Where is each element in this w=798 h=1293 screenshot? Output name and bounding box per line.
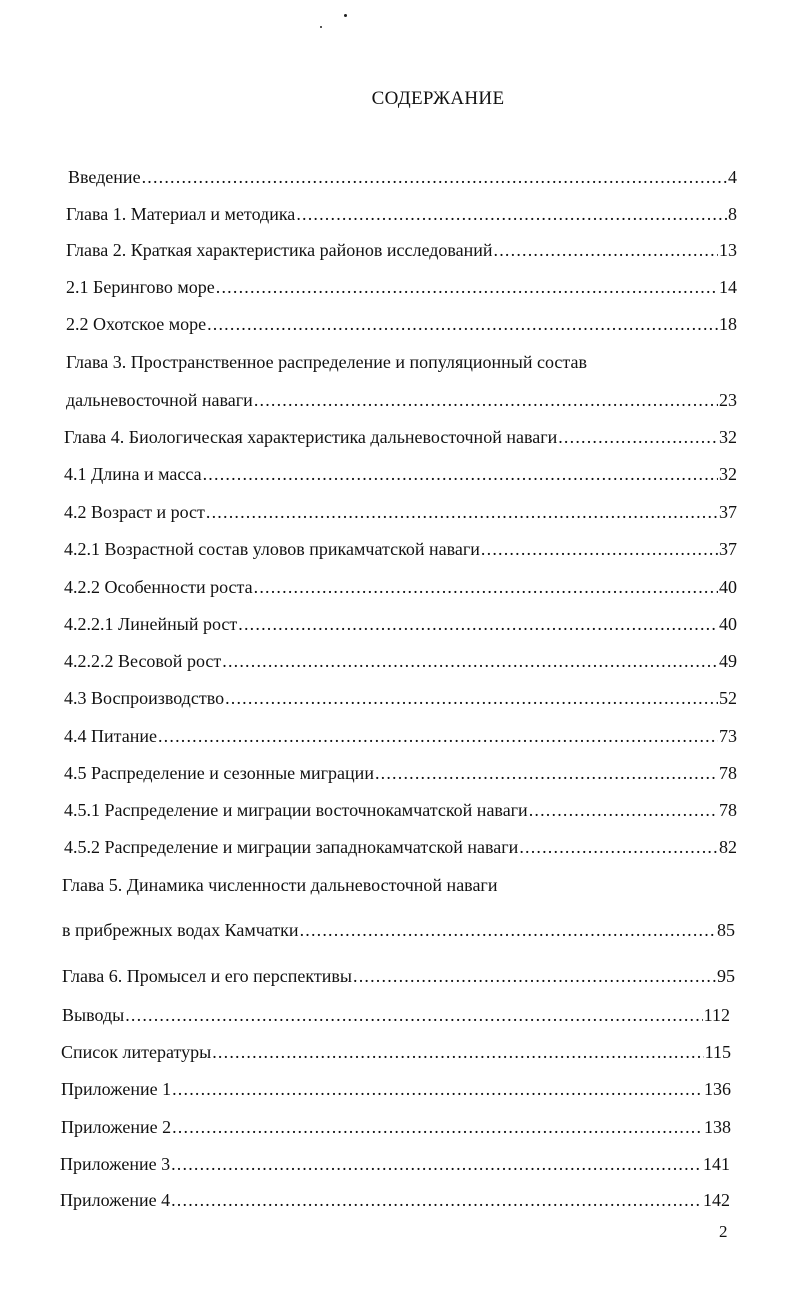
toc-entry-conclusions[interactable]: [62, 1004, 730, 1026]
toc-entry-label: 4.3 Воспроизводство: [64, 688, 225, 708]
toc-entry-label: 4.2.1 Возрастной состав уловов прикамчатской наваги: [64, 539, 480, 559]
toc-entry-page: 95: [717, 966, 735, 986]
toc-entry-label: 4.4 Питание: [64, 726, 157, 746]
toc-entry-page: 8: [728, 204, 737, 224]
dot-leader: [238, 613, 718, 635]
toc-entry-label: Глава 3. Пространственное распределение и популяционный состав: [66, 352, 587, 372]
dot-leader: [529, 799, 718, 821]
toc-entry-page: 82: [719, 837, 737, 857]
toc-entry-page: 85: [717, 920, 735, 940]
toc-entry-page: 141: [703, 1154, 730, 1174]
toc-entry-label: 4.5 Распределение и сезонные миграции: [64, 763, 374, 783]
dot-leader: [375, 762, 718, 784]
toc-entry-label: Глава 5. Динамика численности дальневосточной наваги: [62, 875, 498, 895]
dot-leader: [353, 965, 716, 987]
toc-entry-page: 73: [719, 726, 737, 746]
toc-entry-chapter-4[interactable]: [64, 426, 737, 448]
dot-leader: [254, 389, 718, 411]
toc-entry-appendix-4[interactable]: [60, 1189, 730, 1211]
toc-entry-label: 4.2.2.1 Линейный рост: [64, 614, 238, 634]
toc-entry-introduction[interactable]: [68, 166, 737, 188]
toc-entry-page: 32: [719, 464, 737, 484]
toc-entry-label: Приложение 3: [60, 1154, 171, 1174]
dot-leader: [494, 239, 718, 261]
toc-entry-4-5-2[interactable]: [64, 836, 737, 858]
toc-entry-4-2-2-2[interactable]: [64, 650, 737, 672]
toc-entry-chapter-5-line-1[interactable]: [62, 874, 737, 896]
toc-entry-label: 4.2 Возраст и рост: [64, 502, 205, 522]
dot-leader: [158, 725, 718, 747]
toc-entry-chapter-5-line-2[interactable]: [62, 919, 735, 941]
toc-entry-label: 4.5.1 Распределение и миграции восточнокамчатской наваги: [64, 800, 528, 820]
dot-leader: [296, 203, 727, 225]
dot-leader: [212, 1041, 703, 1063]
toc-entry-page: 78: [719, 763, 737, 783]
dot-leader: [172, 1116, 703, 1138]
toc-entry-label: 4.2.2.2 Весовой рост: [64, 651, 222, 671]
dot-leader: [225, 687, 718, 709]
toc-entry-label: 2.2 Охотское море: [66, 314, 207, 334]
toc-entry-4-1[interactable]: [64, 463, 737, 485]
toc-entry-chapter-6[interactable]: [62, 965, 735, 987]
toc-entry-page: 14: [719, 277, 737, 297]
toc-entry-chapter-1[interactable]: [66, 203, 737, 225]
dot-leader: [300, 919, 716, 941]
toc-entry-label: Глава 1. Материал и методика: [66, 204, 296, 224]
dot-leader: [142, 166, 727, 188]
toc-entry-appendix-1[interactable]: [61, 1078, 731, 1100]
toc-entry-label: Глава 6. Промысел и его перспективы: [62, 966, 352, 986]
toc-entry-4-2-2[interactable]: [64, 576, 737, 598]
toc-entry-page: 13: [719, 240, 737, 260]
toc-entry-label: Глава 2. Краткая характеристика районов исследований: [66, 240, 493, 260]
toc-entry-4-2-1[interactable]: [64, 538, 737, 560]
toc-entry-label: 2.1 Берингово море: [66, 277, 215, 297]
dot-leader: [254, 576, 718, 598]
dot-leader: [206, 501, 718, 523]
toc-entry-label: 4.1 Длина и масса: [64, 464, 202, 484]
toc-entry-label: Приложение 2: [61, 1117, 172, 1137]
toc-entry-page: 32: [719, 427, 737, 447]
page-number: 2: [719, 1222, 728, 1241]
toc-entry-4-3[interactable]: [64, 687, 737, 709]
dot-leader: [207, 313, 718, 335]
toc-entry-page: 40: [719, 614, 737, 634]
toc-entry-page: 136: [704, 1079, 731, 1099]
toc-entry-appendix-2[interactable]: [61, 1116, 731, 1138]
toc-entry-4-5-1[interactable]: [64, 799, 737, 821]
dot-leader: [481, 538, 718, 560]
toc-entry-label: в прибрежных водах Камчатки: [62, 920, 299, 940]
dot-leader: [558, 426, 718, 448]
toc-entry-page: 4: [728, 167, 737, 187]
dot-leader: [171, 1189, 702, 1211]
toc-entry-page: 115: [704, 1042, 731, 1062]
toc-entry-4-2-2-1[interactable]: [64, 613, 737, 635]
dot-leader: [172, 1078, 703, 1100]
toc-entry-page: 49: [719, 651, 737, 671]
dot-leader: [216, 276, 718, 298]
dot-leader: [203, 463, 718, 485]
toc-entry-label: 4.5.2 Распределение и миграции западнокамчатской наваги: [64, 837, 519, 857]
toc-entry-2-2[interactable]: [66, 313, 737, 335]
toc-entry-page: 18: [719, 314, 737, 334]
toc-entry-label: Введение: [68, 167, 141, 187]
toc-entry-label: Выводы: [62, 1005, 125, 1025]
toc-entry-page: 40: [719, 577, 737, 597]
dot-leader: [519, 836, 718, 858]
toc-entry-label: Глава 4. Биологическая характеристика дальневосточной наваги: [64, 427, 558, 447]
toc-entry-references[interactable]: [61, 1041, 731, 1063]
dot-leader: [222, 650, 718, 672]
toc-entry-4-4[interactable]: [64, 725, 737, 747]
toc-entry-4-5[interactable]: [64, 762, 737, 784]
toc-entry-label: дальневосточной наваги: [66, 390, 253, 410]
page-title: СОДЕРЖАНИЕ: [371, 88, 505, 109]
toc-entry-page: 23: [719, 390, 737, 410]
toc-entry-page: 37: [719, 502, 737, 522]
dot-leader: [171, 1153, 702, 1175]
toc-entry-appendix-3[interactable]: [60, 1153, 730, 1175]
toc-entry-label: Приложение 4: [60, 1190, 171, 1210]
toc-entry-2-1[interactable]: [66, 276, 737, 298]
toc-entry-label: 4.2.2 Особенности роста: [64, 577, 253, 597]
toc-entry-label: Список литературы: [61, 1042, 212, 1062]
toc-entry-label: Приложение 1: [61, 1079, 172, 1099]
toc-entry-page: 78: [719, 800, 737, 820]
toc-entry-chapter-3-line-1[interactable]: [66, 351, 737, 373]
toc-entry-page: 37: [719, 539, 737, 559]
dot-leader: [125, 1004, 702, 1026]
toc-entry-page: 112: [703, 1005, 730, 1025]
toc-entry-chapter-2[interactable]: [66, 239, 737, 261]
toc-entry-page: 52: [719, 688, 737, 708]
toc-entry-page: 142: [703, 1190, 730, 1210]
toc-entry-page: 138: [704, 1117, 731, 1137]
toc-entry-4-2[interactable]: [64, 501, 737, 523]
toc-entry-chapter-3-line-2[interactable]: [66, 389, 737, 411]
